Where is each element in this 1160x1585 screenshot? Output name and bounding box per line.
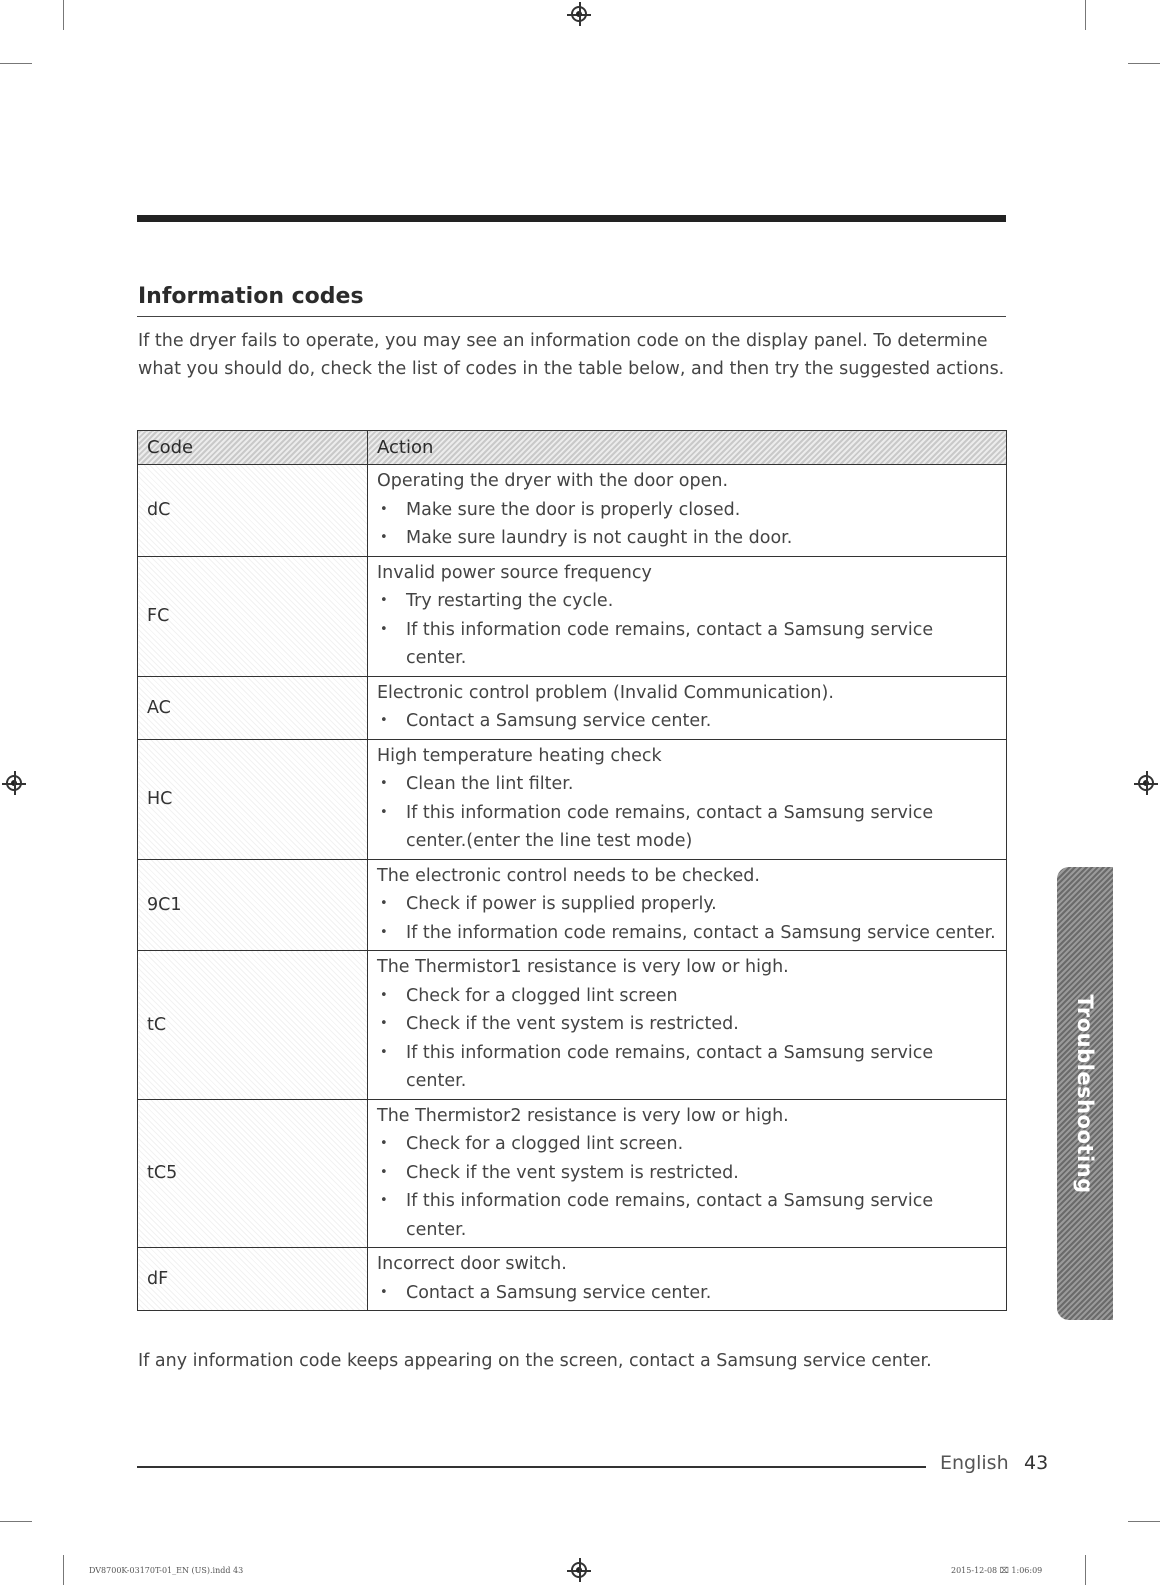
action-cell <box>368 859 1007 951</box>
footer-language: English <box>940 1452 1009 1474</box>
list-item: • If this information code remains, contact a Samsung service center. <box>377 1187 996 1244</box>
list-item: • Check for a clogged lint screen. <box>377 1130 996 1159</box>
header-rule <box>137 215 1006 222</box>
action-lead: Operating the dryer with the door open. <box>377 471 729 491</box>
code-cell: HC <box>138 739 368 859</box>
list-item: • Clean the lint filter. <box>377 770 996 799</box>
action-list <box>377 496 996 553</box>
list-item: • Check for a clogged lint screen <box>377 982 996 1011</box>
registration-mark-icon <box>571 1562 587 1578</box>
registration-mark-icon <box>571 6 587 22</box>
intro-paragraph: If the dryer fails to operate, you may see an information code on the display panel. To determine what you should do, check the list of codes in the table below, and then try the suggested actions. <box>138 331 1005 379</box>
action-lead: The electronic control needs to be checked. <box>377 865 760 886</box>
code-cell: dF <box>138 1248 368 1311</box>
list-item: • Try restarting the cycle. <box>377 587 996 616</box>
chapter-tab <box>1057 867 1113 1320</box>
crop-mark <box>0 63 32 64</box>
list-item: • Check if the vent system is restricted. <box>377 1010 996 1039</box>
list-item: • Contact a Samsung service center. <box>377 707 996 736</box>
crop-mark <box>1085 0 1086 30</box>
list-item: • If the information code remains, contact a Samsung service center. <box>377 919 996 948</box>
code-cell: AC <box>138 676 368 739</box>
action-lead: Electronic control problem (Invalid Communication). <box>377 682 834 703</box>
action-cell <box>368 951 1007 1100</box>
crop-mark <box>1128 1521 1160 1522</box>
crop-mark <box>1085 1555 1086 1585</box>
code-cell: 9C1 <box>138 859 368 951</box>
date-slug: 2015-12-08 ⌧ 1:06:09 <box>951 1566 1043 1575</box>
action-cell <box>368 465 1007 557</box>
action-list <box>377 890 996 947</box>
action-list <box>377 587 996 673</box>
list-item: • Contact a Samsung service center. <box>377 1279 996 1308</box>
table-row <box>138 1099 1007 1248</box>
crop-mark <box>63 0 64 30</box>
action-lead: The Thermistor1 resistance is very low or high. <box>377 957 789 977</box>
title-rule <box>137 316 1006 317</box>
crop-mark <box>0 1521 32 1522</box>
code-cell: FC <box>138 556 368 676</box>
list-item: • Check if the vent system is restricted. <box>377 1159 996 1188</box>
table-row <box>138 465 1007 557</box>
chapter-tab-label: Troubleshooting <box>1073 993 1097 1194</box>
page-number: 43 <box>1024 1452 1049 1474</box>
closing-note: If any information code keeps appearing on the screen, contact a Samsung service center. <box>138 1351 932 1371</box>
list-item: • If this information code remains, contact a Samsung service center.(enter the line test mode) <box>377 799 996 856</box>
action-column-header: Action <box>368 431 1007 465</box>
code-column-header: Code <box>138 431 368 465</box>
code-cell: dC <box>138 465 368 557</box>
registration-mark-icon <box>1138 775 1154 791</box>
file-slug: DV8700K-03170T-01_EN (US).indd 43 <box>89 1566 244 1575</box>
code-cell: tC <box>138 951 368 1100</box>
action-cell <box>368 1099 1007 1248</box>
registration-mark-icon <box>6 775 22 791</box>
table-row <box>138 739 1007 859</box>
action-list <box>377 707 996 736</box>
table-row <box>138 951 1007 1100</box>
list-item: • If this information code remains, contact a Samsung service center. <box>377 1039 996 1096</box>
table-row <box>138 676 1007 739</box>
list-item: • If this information code remains, contact a Samsung service center. <box>377 616 996 673</box>
action-lead: High temperature heating check <box>377 745 662 766</box>
action-cell <box>368 676 1007 739</box>
list-item: • Make sure the door is properly closed. <box>377 496 996 525</box>
action-cell <box>368 739 1007 859</box>
action-list <box>377 770 996 856</box>
action-list <box>377 1130 996 1244</box>
table-header-row <box>138 431 1007 465</box>
action-cell <box>368 556 1007 676</box>
action-list <box>377 982 996 1096</box>
crop-mark <box>1128 63 1160 64</box>
crop-mark <box>63 1555 64 1585</box>
table-row <box>138 556 1007 676</box>
action-cell <box>368 1248 1007 1311</box>
list-item: • Make sure laundry is not caught in the door. <box>377 524 996 553</box>
table-row <box>138 1248 1007 1311</box>
section-title: Information codes <box>138 284 364 309</box>
action-lead: The Thermistor2 resistance is very low or high. <box>377 1105 789 1126</box>
info-codes-table <box>137 430 1007 1311</box>
table-row <box>138 859 1007 951</box>
action-lead: Incorrect door switch. <box>377 1254 567 1274</box>
action-list <box>377 1279 996 1308</box>
list-item: • Check if power is supplied properly. <box>377 890 996 919</box>
footer-rule <box>137 1466 926 1468</box>
code-cell: tC5 <box>138 1099 368 1248</box>
action-lead: Invalid power source frequency <box>377 562 652 583</box>
